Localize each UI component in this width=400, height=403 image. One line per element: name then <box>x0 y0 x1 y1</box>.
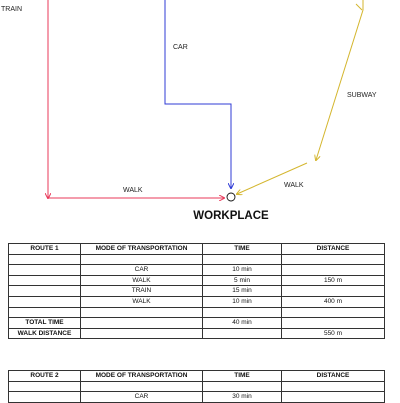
subway-arrow-top <box>356 4 362 10</box>
total-time-label: TOTAL TIME <box>9 318 81 329</box>
route1-table <box>8 243 385 339</box>
mode-header: MODE OF TRANSPORTATION <box>81 371 203 382</box>
total-time-value: 40 min <box>203 318 282 329</box>
table-cell <box>9 254 81 265</box>
table-cell <box>81 254 203 265</box>
table-cell <box>9 296 81 307</box>
table-row <box>9 381 385 392</box>
time-header: TIME <box>203 244 282 255</box>
walk-distance-value: 550 m <box>282 328 385 339</box>
distance-header: DISTANCE <box>282 244 385 255</box>
workplace-title: WORKPLACE <box>193 210 269 222</box>
distance-cell <box>282 265 385 276</box>
table-cell <box>282 254 385 265</box>
walk-label-right: WALK <box>284 182 304 189</box>
walk-distance-row <box>9 328 385 339</box>
distance-cell <box>282 392 385 403</box>
time-header: TIME <box>203 371 282 382</box>
distance-cell <box>282 286 385 297</box>
walk-label-left: WALK <box>123 187 143 194</box>
table-cell <box>81 328 203 339</box>
walk-path-right <box>237 163 307 194</box>
table-cell <box>9 381 81 392</box>
table-cell <box>9 286 81 297</box>
time-cell: 30 min <box>203 392 282 403</box>
car-label: CAR <box>173 44 188 51</box>
table-cell <box>203 328 282 339</box>
table-cell <box>9 392 81 403</box>
table-cell <box>203 254 282 265</box>
distance-cell: 150 m <box>282 275 385 286</box>
mode-cell: WALK <box>81 275 203 286</box>
table-cell <box>203 381 282 392</box>
table-row <box>9 265 385 276</box>
table-row <box>9 254 385 265</box>
table-cell <box>203 307 282 318</box>
mode-cell: CAR <box>81 265 203 276</box>
time-cell: 10 min <box>203 296 282 307</box>
table-row <box>9 286 385 297</box>
table-cell <box>282 381 385 392</box>
workplace-marker <box>227 193 235 201</box>
car-path <box>165 0 231 188</box>
table-cell <box>282 318 385 329</box>
table-cell <box>81 381 203 392</box>
table-cell <box>282 307 385 318</box>
time-cell: 15 min <box>203 286 282 297</box>
table-row <box>9 307 385 318</box>
route1-header-row <box>9 244 385 255</box>
table-row <box>9 296 385 307</box>
route1-header: ROUTE 1 <box>9 244 81 255</box>
time-cell: 10 min <box>203 265 282 276</box>
table-cell <box>81 318 203 329</box>
mode-cell: WALK <box>81 296 203 307</box>
mode-cell: TRAIN <box>81 286 203 297</box>
mode-cell: CAR <box>81 392 203 403</box>
walk-distance-label: WALK DISTANCE <box>9 328 81 339</box>
table-cell <box>9 275 81 286</box>
table-cell <box>9 265 81 276</box>
table-cell <box>81 307 203 318</box>
route2-header-row <box>9 371 385 382</box>
distance-header: DISTANCE <box>282 371 385 382</box>
distance-cell: 400 m <box>282 296 385 307</box>
route2-header: ROUTE 2 <box>9 371 81 382</box>
subway-label: SUBWAY <box>347 92 377 99</box>
total-time-row <box>9 318 385 329</box>
time-cell: 5 min <box>203 275 282 286</box>
table-row <box>9 275 385 286</box>
mode-header: MODE OF TRANSPORTATION <box>81 244 203 255</box>
table-row <box>9 392 385 403</box>
table-cell <box>9 307 81 318</box>
route2-table <box>8 370 385 403</box>
subway-path <box>316 0 363 160</box>
train-label: TRAIN <box>1 6 22 13</box>
